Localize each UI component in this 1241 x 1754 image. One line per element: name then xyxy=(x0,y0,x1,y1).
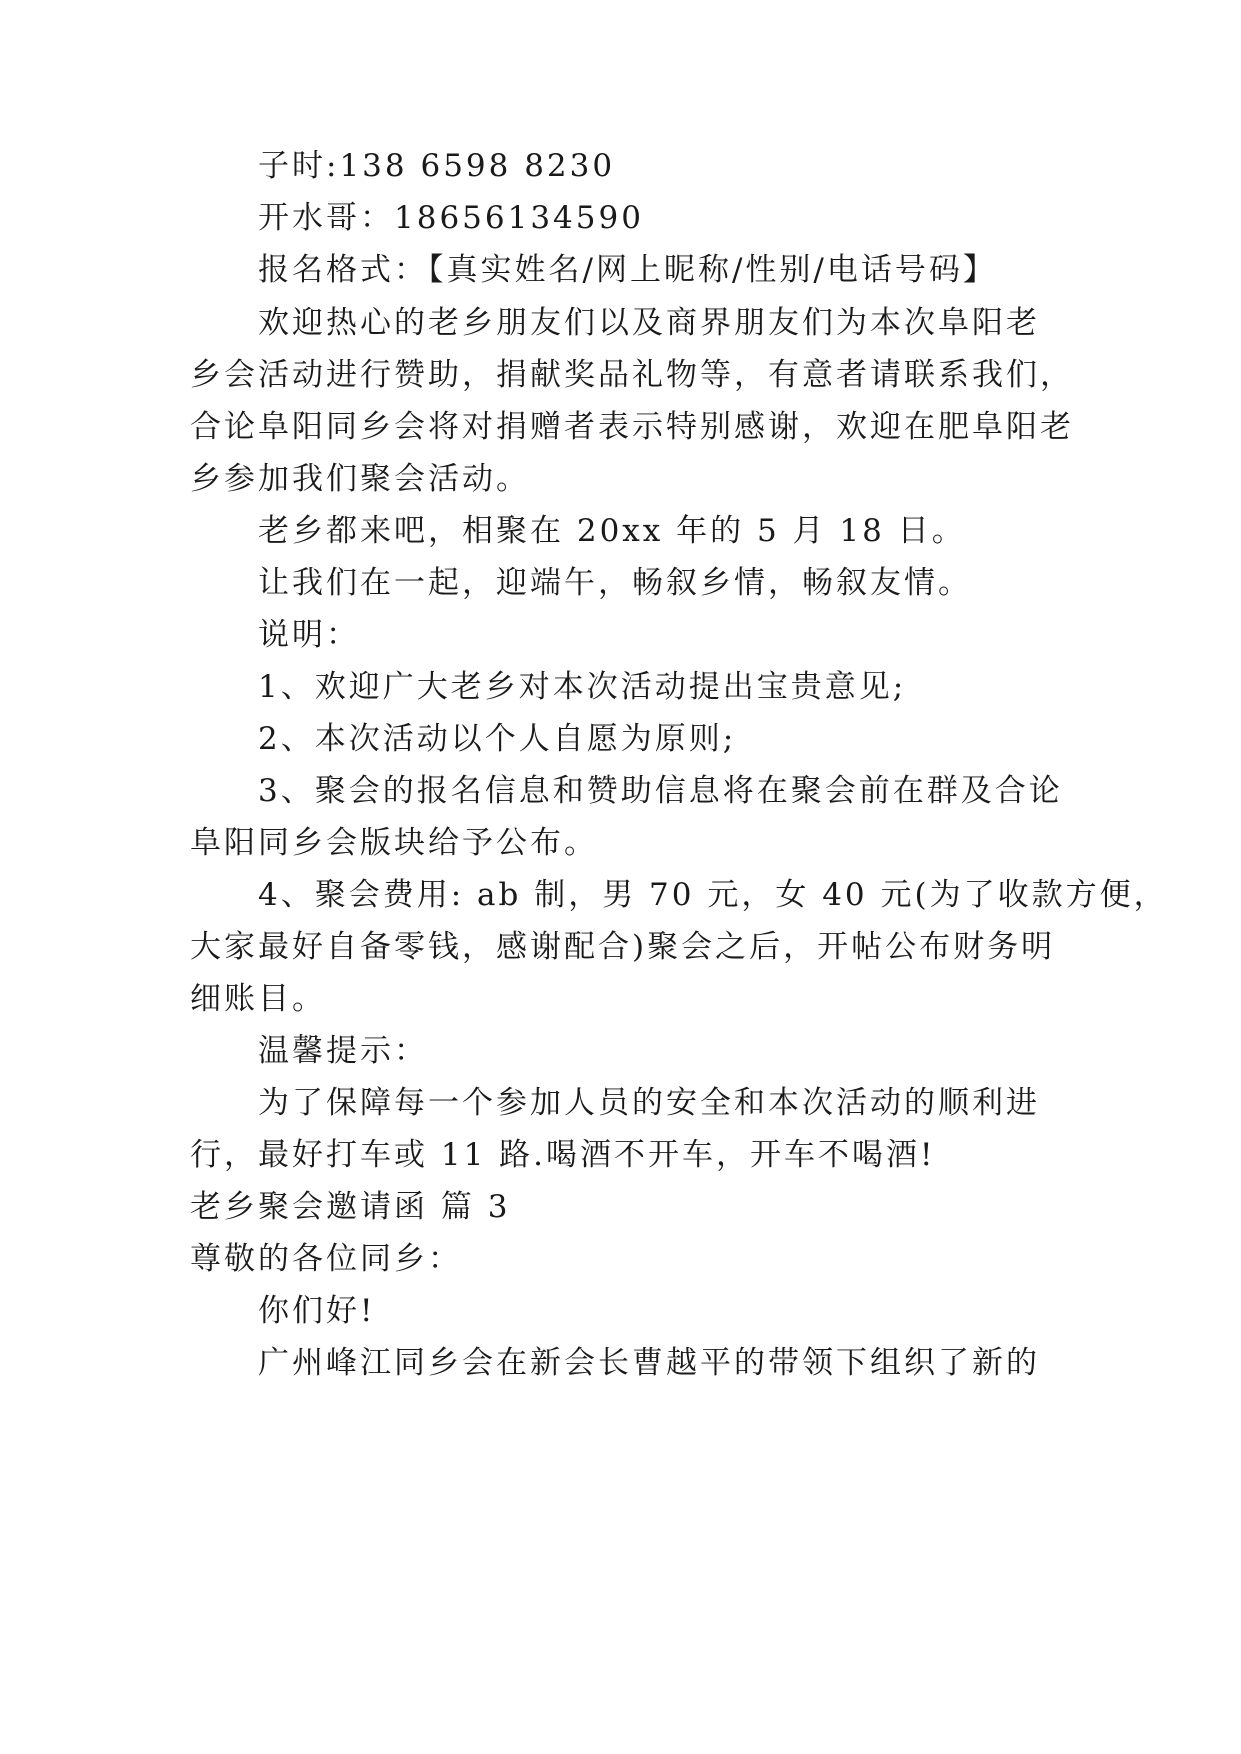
body-last-line: 广州峰江同乡会在新会长曹越平的带领下组织了新的 xyxy=(258,1345,1040,1381)
sponsor-line-4: 乡参加我们聚会活动。 xyxy=(190,461,530,497)
note-item-4-line-1: 4、聚会费用: ab 制，男 70 元，女 40 元(为了收款方便， xyxy=(258,877,1168,913)
salutation: 尊敬的各位同乡： xyxy=(190,1241,462,1277)
sponsor-line-2: 乡会活动进行赞助，捐献奖品礼物等，有意者请联系我们， xyxy=(190,357,1074,393)
sponsor-line-1: 欢迎热心的老乡朋友们以及商界朋友们为本次阜阳老 xyxy=(258,305,1040,341)
tips-line-1: 为了保障每一个参加人员的安全和本次活动的顺利进 xyxy=(258,1085,1040,1121)
note-item-3-line-2: 阜阳同乡会版块给予公布。 xyxy=(190,825,598,861)
note-item-2: 2、本次活动以个人自愿为原则; xyxy=(258,721,737,757)
tips-line-2: 行，最好打车或 11 路.喝酒不开车，开车不喝酒! xyxy=(190,1137,936,1173)
note-item-4-line-3: 细账目。 xyxy=(190,981,326,1017)
contact-kaishuige: 开水哥：18656134590 xyxy=(258,200,644,236)
festival-line: 让我们在一起，迎端午，畅叙乡情，畅叙友情。 xyxy=(258,565,972,601)
section-title: 老乡聚会邀请函 篇 3 xyxy=(190,1189,511,1225)
contact-zishi: 子时:138 6598 8230 xyxy=(258,148,616,184)
note-item-1: 1、欢迎广大老乡对本次活动提出宝贵意见; xyxy=(258,669,907,705)
notes-heading: 说明： xyxy=(258,617,360,653)
greeting: 你们好! xyxy=(258,1293,376,1329)
signup-format: 报名格式：【真实姓名/网上昵称/性别/电话号码】 xyxy=(258,252,997,288)
sponsor-line-3: 合论阜阳同乡会将对捐赠者表示特别感谢，欢迎在肥阜阳老 xyxy=(190,409,1074,445)
date-line: 老乡都来吧，相聚在 20xx 年的 5 月 18 日。 xyxy=(258,513,966,549)
note-item-3-line-1: 3、聚会的报名信息和赞助信息将在聚会前在群及合论 xyxy=(258,773,1063,809)
tips-heading: 温馨提示： xyxy=(258,1033,428,1069)
note-item-4-line-2: 大家最好自备零钱，感谢配合)聚会之后，开帖公布财务明 xyxy=(190,929,1056,965)
